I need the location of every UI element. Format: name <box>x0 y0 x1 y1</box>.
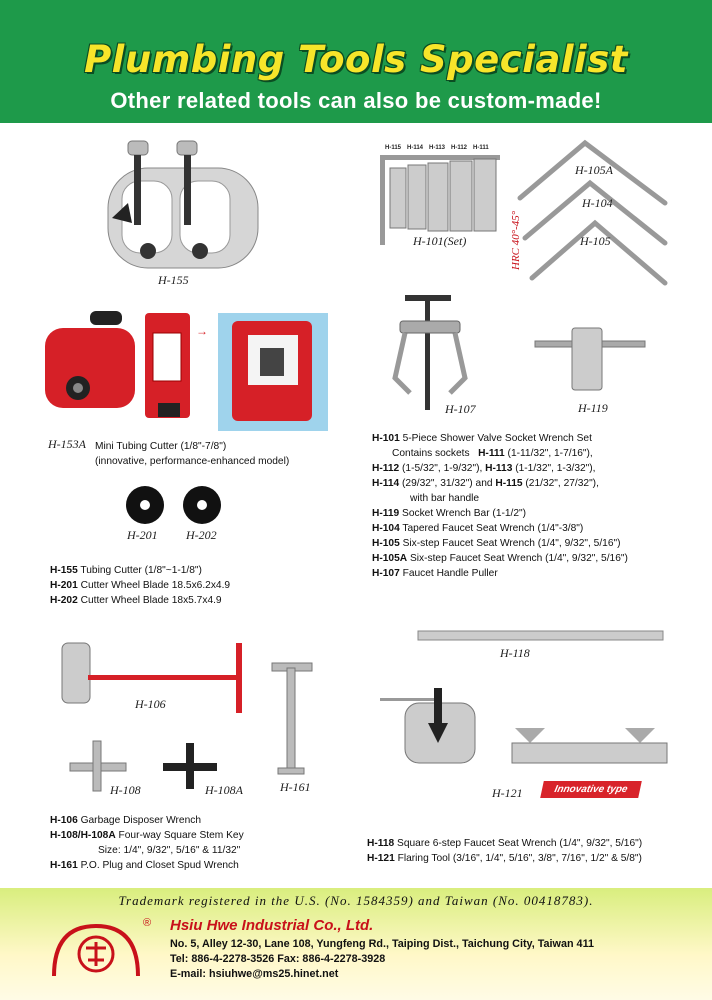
label-h101-set: H-101(Set) <box>413 234 467 248</box>
label-h202: H-202 <box>186 528 217 542</box>
company-name: Hsiu Hwe Industrial Co., Ltd. <box>170 917 374 934</box>
h119-socket-bar-image <box>535 328 645 390</box>
h118-square-seat-wrench-image <box>418 631 663 640</box>
innovative-type-badge: Innovative type <box>540 781 642 798</box>
desc-h155: H-155 Tubing Cutter (1/8"~1-1/8") <box>50 565 202 576</box>
label-h155: H-155 <box>158 273 189 287</box>
label-h113: H-113 <box>429 145 446 151</box>
svg-text:→: → <box>196 324 208 338</box>
desc-left-group-1 <box>50 563 230 608</box>
label-h121: H-121 <box>492 786 523 800</box>
label-h104: H-104 <box>582 196 613 210</box>
company-address: No. 5, Alley 12-30, Lane 108, Yungfeng Rd., Taiping Dist., Taichung City, Taiwan 411 <box>170 938 594 950</box>
desc-right-group-1: H-101 5-Piece Shower Valve Socket Wrench Set Contains sockets H-111 (1-11/32", 1-7/16"), H-112 (1-5/32", 1-9/32"), H-113 (1-1/32", 1-3/32"), H-114 (29/32", 31/32") and H-115 (21/32", 27/32"), with bar handle H-119 Socket Wrench Bar (1-1/2") H-104 Tapered Faucet Seat Wrench (1/4"-3/8") H-105 Six-step Faucet Seat Wrench (1/4", 9/32", 5/16") H-105A Six-step Faucet Seat Wrench (1/4", 9/32", 5/16") H-107 Faucet Handle Puller <box>372 433 628 579</box>
label-h201: H-201 <box>127 528 158 542</box>
company-email: E-mail: hsiuhwe@ms25.hinet.net <box>170 968 339 980</box>
h101-socket-set-image <box>380 155 500 245</box>
label-h118: H-118 <box>500 646 530 660</box>
label-h114: H-114 <box>407 145 424 151</box>
label-h153a: H-153A <box>48 437 86 451</box>
desc-h202: H-202 Cutter Wheel Blade 18x5.7x4.9 <box>50 595 222 606</box>
desc-h153a: Mini Tubing Cutter (1/8"-7/8") (innovative, performance-enhanced model) <box>95 441 290 467</box>
label-h111: H-111 <box>473 145 489 151</box>
label-h108a: H-108A <box>205 783 243 797</box>
h161-spud-wrench-image <box>272 663 312 774</box>
trademark-notice: Trademark registered in the U.S. (No. 1584359) and Taiwan (No. 00418783). <box>118 893 594 908</box>
company-logo-icon <box>48 918 144 980</box>
label-h161: H-161 <box>280 780 311 794</box>
desc-h201: H-201 Cutter Wheel Blade 18.5x6.2x4.9 <box>50 580 231 591</box>
registered-mark: ® <box>143 917 152 929</box>
desc-right-group-2: H-118 Square 6-step Faucet Seat Wrench (1/4", 9/32", 5/16") H-121 Flaring Tool (3/16", 1/4", 5/16", 3/8", 7/16", 1/2" & 5/8") <box>367 838 643 864</box>
desc-left-group-2: H-106 Garbage Disposer Wrench H-108/H-108A Four-way Square Stem Key Size: 1/4", 9/32", 5/16" & 11/32" H-161 P.O. Plug and Closet Spud Wrench <box>50 815 244 871</box>
label-h105: H-105 <box>580 234 611 248</box>
label-h106: H-106 <box>135 697 166 711</box>
label-h112: H-112 <box>451 145 468 151</box>
label-h119: H-119 <box>578 401 608 415</box>
label-hrc: HRC 40°-45° <box>510 210 522 270</box>
label-h115: H-115 <box>385 145 402 151</box>
page-subtitle: Other related tools can also be custom-made! <box>110 88 602 113</box>
h121-flaring-tool-image <box>380 688 667 763</box>
h155-tubing-cutter-image <box>108 141 258 268</box>
cutter-wheel-blades-image <box>126 486 221 524</box>
h153a-mini-cutter-image <box>45 311 328 431</box>
label-h105a: H-105A <box>575 163 613 177</box>
label-h108: H-108 <box>110 783 141 797</box>
page-title: Plumbing Tools Specialist <box>84 38 628 81</box>
h107-handle-puller-image <box>395 295 465 410</box>
company-phone-fax: Tel: 886-4-2278-3526 Fax: 886-4-2278-3928 <box>170 953 386 965</box>
label-h107: H-107 <box>445 402 476 416</box>
